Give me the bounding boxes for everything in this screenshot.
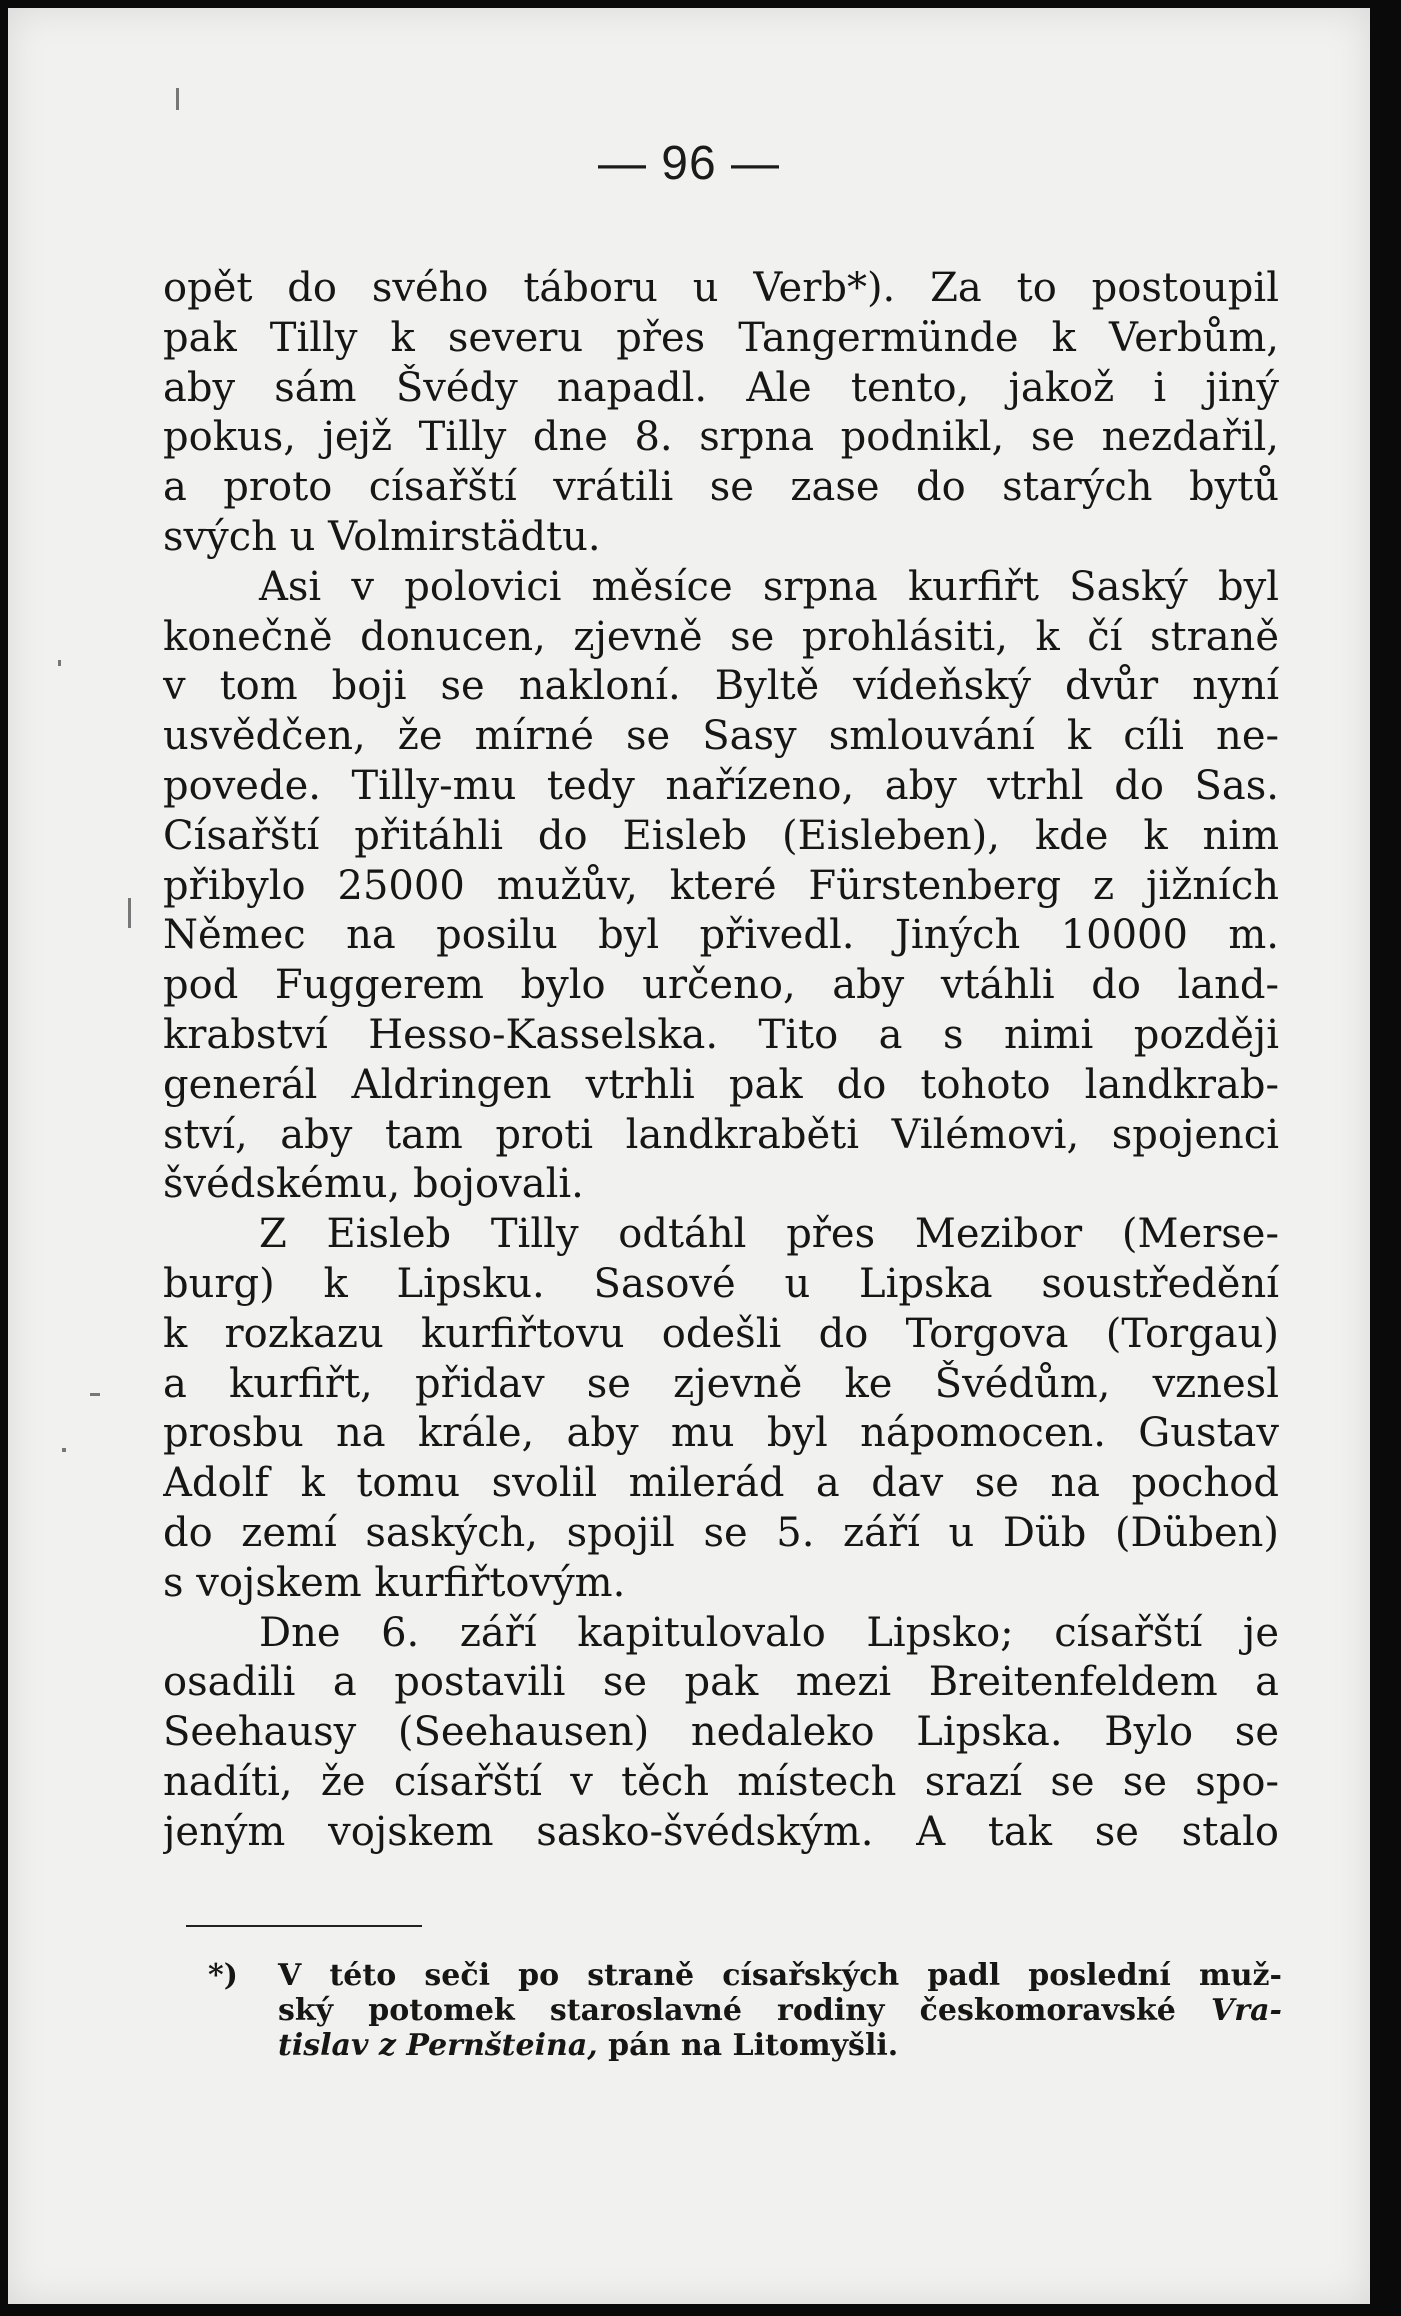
text-line: a proto císařští vrátili se zase do starých bytů [163, 464, 1279, 511]
text-line: s vojskem kurfiřtovým. [163, 1559, 626, 1606]
page-number: — 96 — [597, 137, 781, 190]
text-line: přibylo 25000 mužův, které Fürstenberg z jižních [163, 862, 1279, 909]
footnote-text: V této seči po straně císařských padl poslední muž- [278, 1958, 1282, 1993]
text-line: aby sám Švédy napadl. Ale tento, jakož i jiný [163, 364, 1279, 411]
text-line: Seehausy (Seehausen) nedaleko Lipska. Bylo se [163, 1709, 1279, 1756]
body-text [163, 264, 1279, 1858]
text-line: generál Aldringen vtrhli pak do tohoto landkrab- [163, 1061, 1279, 1108]
scan-speck [128, 898, 131, 928]
text-line: Z Eisleb Tilly odtáhl přes Mezibor (Merse- [259, 1211, 1279, 1258]
text-line: prosbu na krále, aby mu byl nápomocen. Gustav [163, 1410, 1279, 1457]
text-line: pokus, jejž Tilly dne 8. srpna podnikl, se nezdařil, [163, 414, 1279, 461]
text-line: Dne 6. září kapitulovalo Lipsko; císařští je [259, 1609, 1279, 1656]
footnote-text: ský potomek staroslavné rodiny českomoravské [278, 1993, 1176, 2028]
scan-speck [58, 660, 61, 666]
text-line: opět do svého táboru u Verb*). Za to postoupil [163, 265, 1279, 311]
text-line: v tom boji se nakloní. Byltě vídeňský dvůr nyní [163, 663, 1279, 710]
text-line: osadili a postavili se pak mezi Breitenfeldem a [163, 1659, 1279, 1706]
scan-speck [176, 88, 179, 110]
text-line: a kurfiřt, přidav se zjevně ke Švédům, vznesl [163, 1360, 1279, 1407]
book-page [8, 8, 1370, 2304]
text-line: povede. Tilly-mu tedy nařízeno, aby vtrhl do Sas. [163, 762, 1279, 809]
text-line: Asi v polovici měsíce srpna kurfiřt Saský byl [259, 563, 1279, 610]
text-line: Císařští přitáhli do Eisleb (Eisleben), kde k nim [163, 812, 1279, 859]
text-line: ství, aby tam proti landkraběti Vilémovi, spojenci [163, 1111, 1279, 1158]
footnote-italic-text: Vra- [1211, 1993, 1282, 2028]
text-line: do zemí saských, spojil se 5. září u Düb (Düben) [163, 1509, 1279, 1556]
footnote-text: pán na Litomyšli. [597, 2028, 899, 2063]
footnote-italic-text: tislav z Pernšteina, [278, 2028, 598, 2063]
text-line: svých u Volmirstädtu. [163, 513, 601, 560]
text-line: usvědčen, že mírné se Sasy smlouvání k cíli ne- [163, 713, 1279, 760]
text-line: krabství Hesso-Kasselska. Tito a s nimi později [163, 1011, 1279, 1058]
text-line: pak Tilly k severu přes Tangermünde k Verbům, [163, 314, 1279, 361]
footnote [208, 1958, 1282, 2063]
footnote-marker: *) [208, 1958, 238, 1993]
footnote-line [208, 2028, 1282, 2063]
text-line: nadíti, že císařští v těch místech srazí se se spo- [163, 1758, 1279, 1805]
text-line: švédskému, bojovali. [163, 1161, 584, 1208]
text-line: jeným vojskem sasko-švédským. A tak se stalo [163, 1808, 1279, 1855]
footnote-divider [186, 1925, 422, 1927]
footnote-line [208, 1958, 1282, 1993]
text-line: k rozkazu kurfiřtovu odešli do Torgova (Torgau) [163, 1310, 1279, 1357]
scan-speck [90, 1393, 100, 1396]
text-line: burg) k Lipsku. Sasové u Lipska soustředění [163, 1260, 1279, 1307]
footnote-line [208, 1993, 1282, 2028]
scan-speck [62, 1448, 66, 1452]
text-line: pod Fuggerem bylo určeno, aby vtáhli do land- [163, 962, 1279, 1009]
text-line: Adolf k tomu svolil milerád a dav se na pochod [163, 1460, 1279, 1507]
text-line: Němec na posilu byl přivedl. Jiných 10000 m. [163, 912, 1279, 959]
text-line: konečně donucen, zjevně se prohlásiti, k čí straně [163, 613, 1279, 660]
